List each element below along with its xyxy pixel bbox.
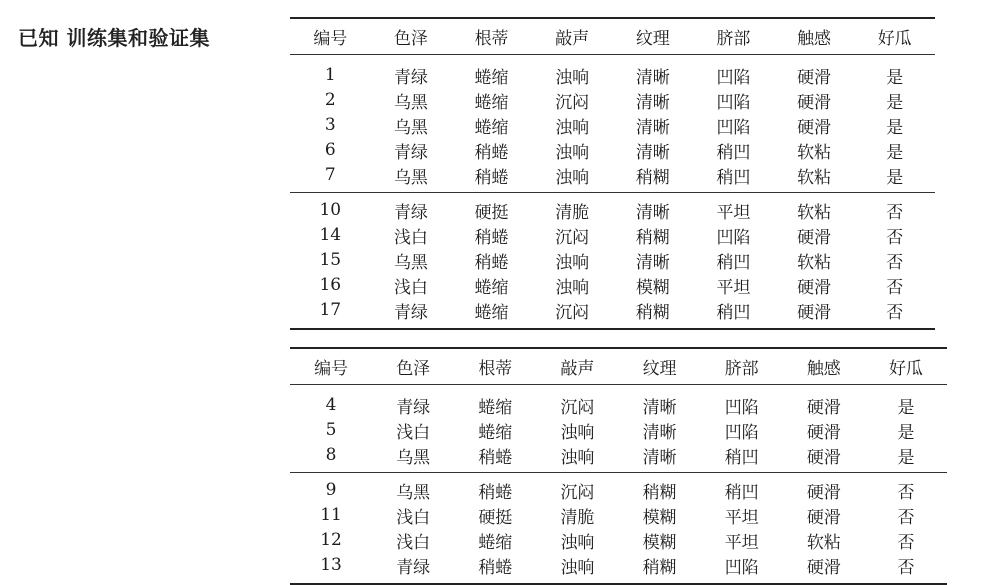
table-cell: 沉闷	[555, 92, 590, 113]
table-cell: 硬滑	[797, 67, 832, 88]
table-row	[290, 163, 935, 193]
column-header: 敲声	[536, 348, 618, 384]
table-row	[290, 223, 935, 248]
table-cell: 12	[320, 530, 342, 550]
table-cell: 平坦	[724, 532, 759, 553]
column-header: 编号	[290, 348, 372, 384]
table-cell: 1	[324, 65, 336, 85]
table-cell: 清晰	[635, 252, 670, 273]
table-cell: 是	[897, 397, 915, 418]
table-cell: 稍凹	[716, 167, 751, 188]
table-cell: 软粘	[797, 142, 832, 163]
table-cell: 蜷缩	[478, 422, 513, 443]
table-cell: 浅白	[396, 422, 431, 443]
table-cell: 青绿	[393, 67, 428, 88]
table-cell: 清晰	[613, 192, 694, 223]
table-cell: 硬挺	[478, 507, 513, 528]
table-cell: 蜷缩	[474, 117, 509, 138]
training-negative-group	[290, 192, 935, 329]
table-cell: 是	[886, 67, 904, 88]
table-cell: 稍糊	[635, 227, 670, 248]
table-cell: 蜷缩	[474, 302, 509, 323]
column-header: 色泽	[371, 18, 452, 54]
table-cell: 平坦	[716, 277, 751, 298]
table-cell: 乌黑	[393, 252, 428, 273]
table-cell: 硬滑	[806, 447, 841, 468]
table-cell: 8	[325, 445, 337, 465]
table-cell: 软粘	[797, 252, 832, 273]
table-cell: 稍蜷	[474, 252, 509, 273]
table-cell: 凹陷	[716, 227, 751, 248]
table-row	[290, 88, 935, 113]
table-cell: 否	[886, 227, 904, 248]
table-cell: 沉闷	[560, 397, 595, 418]
table-cell: 浅白	[393, 277, 428, 298]
table-cell: 沉闷	[555, 302, 590, 323]
table-cell: 浊响	[555, 167, 590, 188]
table-cell: 浅白	[396, 532, 431, 553]
table-cell: 凹陷	[724, 557, 759, 578]
column-header: 敲声	[532, 18, 613, 54]
table-cell: 是	[886, 167, 904, 188]
table-cell: 浊响	[555, 67, 590, 88]
validation-positive-group	[290, 384, 947, 472]
table-cell: 3	[324, 115, 336, 135]
table-cell: 浅白	[396, 507, 431, 528]
table-cell: 稍糊	[635, 302, 670, 323]
table-cell: 清晰	[635, 142, 670, 163]
table-cell: 青绿	[393, 302, 428, 323]
table-cell: 硬滑	[806, 422, 841, 443]
table-cell: 稍凹	[716, 252, 751, 273]
column-header: 编号	[290, 18, 371, 54]
table-row	[290, 553, 947, 584]
column-header: 色泽	[372, 348, 454, 384]
table-cell: 青绿	[371, 192, 452, 223]
table-cell: 稍凹	[716, 142, 751, 163]
table-cell: 是	[886, 92, 904, 113]
table-cell: 16	[319, 275, 342, 295]
table-cell: 凹陷	[716, 67, 751, 88]
table-cell: 乌黑	[372, 472, 454, 503]
table-row	[290, 503, 947, 528]
table-cell: 青绿	[396, 557, 431, 578]
table-cell: 乌黑	[393, 167, 428, 188]
table-cell: 6	[324, 140, 336, 160]
table-cell: 蜷缩	[474, 277, 509, 298]
table-row	[290, 384, 947, 418]
table-cell: 乌黑	[396, 447, 431, 468]
table-cell: 稍凹	[701, 472, 783, 503]
table-cell: 蜷缩	[474, 67, 509, 88]
table-cell: 15	[319, 250, 342, 270]
table-cell: 硬滑	[806, 557, 841, 578]
table-cell: 浊响	[560, 532, 595, 553]
table-cell: 清晰	[635, 117, 670, 138]
table-cell: 平坦	[693, 192, 774, 223]
column-header: 好瓜	[854, 18, 935, 54]
column-header: 好瓜	[865, 348, 947, 384]
table-cell: 浊响	[560, 557, 595, 578]
table-cell: 否	[897, 532, 915, 553]
table-cell: 软粘	[774, 192, 855, 223]
table-cell: 乌黑	[393, 92, 428, 113]
table-cell: 模糊	[635, 277, 670, 298]
table-cell: 硬滑	[797, 117, 832, 138]
table-cell: 硬滑	[797, 227, 832, 248]
table-cell: 软粘	[806, 532, 841, 553]
table-cell: 10	[290, 192, 371, 223]
table-cell: 否	[854, 192, 935, 223]
column-header: 触感	[783, 348, 865, 384]
table-cell: 硬滑	[797, 92, 832, 113]
table-row	[290, 113, 935, 138]
table-cell: 14	[319, 225, 342, 245]
table-cell: 清晰	[635, 92, 670, 113]
table-row	[290, 528, 947, 553]
table-cell: 11	[320, 505, 342, 525]
table-cell: 稍糊	[635, 167, 670, 188]
table-cell: 否	[897, 557, 915, 578]
table-cell: 清脆	[532, 192, 613, 223]
table-cell: 乌黑	[393, 117, 428, 138]
table-row	[290, 418, 947, 443]
table-cell: 凹陷	[724, 422, 759, 443]
table-cell: 蜷缩	[478, 397, 513, 418]
table-row	[290, 472, 947, 503]
table-cell: 浅白	[393, 227, 428, 248]
table-cell: 青绿	[393, 142, 428, 163]
table-cell: 稍蜷	[474, 167, 509, 188]
table-cell: 平坦	[724, 507, 759, 528]
table-cell: 是	[886, 117, 904, 138]
table-cell: 稍糊	[642, 557, 677, 578]
table-cell: 稍蜷	[474, 142, 509, 163]
table-cell: 清晰	[635, 67, 670, 88]
table-cell: 是	[897, 447, 915, 468]
table-cell: 清脆	[560, 507, 595, 528]
table-cell: 否	[865, 472, 947, 503]
table-cell: 稍蜷	[474, 227, 509, 248]
table-row	[290, 273, 935, 298]
column-header: 脐部	[701, 348, 783, 384]
table-cell: 清晰	[642, 447, 677, 468]
table-cell: 凹陷	[716, 117, 751, 138]
table-cell: 7	[324, 165, 336, 185]
header-row	[290, 18, 935, 54]
table-cell: 浊响	[560, 447, 595, 468]
table-cell: 否	[886, 252, 904, 273]
table-cell: 否	[886, 277, 904, 298]
table-cell: 13	[320, 555, 342, 575]
table-cell: 硬滑	[806, 397, 841, 418]
table-cell: 浊响	[555, 277, 590, 298]
column-header: 纹理	[619, 348, 701, 384]
table-cell: 浊响	[555, 142, 590, 163]
training-positive-group	[290, 54, 935, 192]
table-cell: 浊响	[555, 252, 590, 273]
table-cell: 青绿	[396, 397, 431, 418]
header-row	[290, 348, 947, 384]
table-cell: 硬挺	[451, 192, 532, 223]
table-row	[290, 138, 935, 163]
table-cell: 模糊	[642, 532, 677, 553]
table-cell: 浊响	[555, 117, 590, 138]
table-cell: 稍凹	[716, 302, 751, 323]
table-row	[290, 54, 935, 88]
table-cell: 稍蜷	[454, 472, 536, 503]
validation-set-table	[290, 347, 947, 585]
table-row	[290, 192, 935, 223]
table-cell: 凹陷	[724, 397, 759, 418]
column-header: 脐部	[693, 18, 774, 54]
table-cell: 17	[319, 300, 342, 320]
table-cell: 清晰	[642, 397, 677, 418]
table-cell: 沉闷	[555, 227, 590, 248]
table-cell: 凹陷	[716, 92, 751, 113]
table-cell: 否	[897, 507, 915, 528]
table-cell: 硬滑	[797, 277, 832, 298]
validation-negative-group	[290, 472, 947, 584]
table-cell: 否	[886, 302, 904, 323]
table-cell: 2	[324, 90, 336, 110]
table-cell: 模糊	[642, 507, 677, 528]
column-header: 根蒂	[451, 18, 532, 54]
table-cell: 稍凹	[724, 447, 759, 468]
table-cell: 浊响	[560, 422, 595, 443]
table-cell: 蜷缩	[478, 532, 513, 553]
table-row	[290, 248, 935, 273]
table-row	[290, 443, 947, 473]
table-cell: 蜷缩	[474, 92, 509, 113]
table-cell: 5	[325, 420, 337, 440]
table-cell: 沉闷	[536, 472, 618, 503]
table-cell: 硬滑	[806, 507, 841, 528]
table-cell: 稍蜷	[478, 447, 513, 468]
column-header: 触感	[774, 18, 855, 54]
table-row	[290, 298, 935, 329]
table-cell: 4	[325, 395, 337, 415]
table-cell: 是	[897, 422, 915, 443]
training-set-table	[290, 17, 935, 330]
column-header: 纹理	[613, 18, 694, 54]
table-cell: 9	[290, 472, 372, 503]
table-cell: 清晰	[642, 422, 677, 443]
column-header: 根蒂	[454, 348, 536, 384]
table-cell: 软粘	[797, 167, 832, 188]
table-cell: 稍糊	[619, 472, 701, 503]
table-cell: 是	[886, 142, 904, 163]
table-cell: 稍蜷	[478, 557, 513, 578]
page-heading: 已知 训练集和验证集	[18, 26, 210, 50]
table-cell: 硬滑	[797, 302, 832, 323]
table-cell: 硬滑	[783, 472, 865, 503]
